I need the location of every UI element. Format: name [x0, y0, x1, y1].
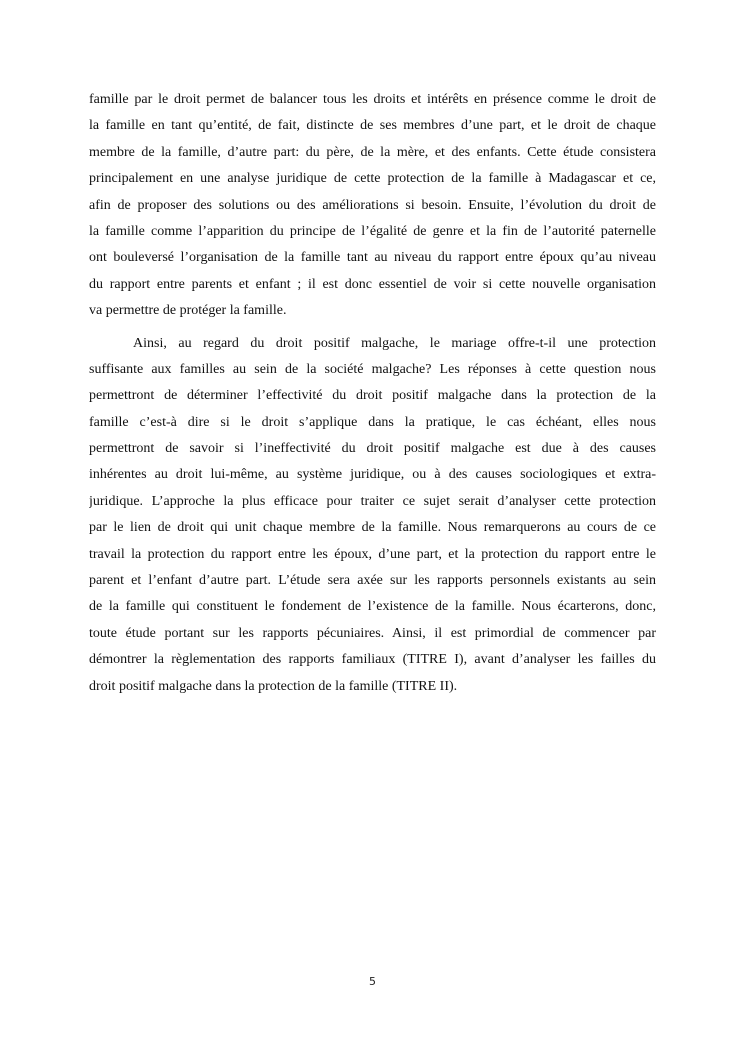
text-line: principalement en une analyse juridique de cette protection de la famille à Madagascar et ce,	[89, 171, 656, 187]
text-line: toute étude portant sur les rapports pécuniaires. Ainsi, il est primordial de commencer par	[89, 625, 656, 641]
text-line: ont bouleversé l’organisation de la famille tant au niveau du rapport entre époux qu’au niveau	[89, 250, 656, 266]
body-text	[89, 87, 656, 700]
text-line: va permettre de protéger la famille.	[89, 303, 287, 319]
paragraph-1	[89, 87, 656, 325]
text-line: la famille comme l’apparition du principe de l’égalité de genre et la fin de l’autorité paternelle	[89, 223, 656, 239]
text-line: permettront de savoir si l’ineffectivité du droit positif malgache est due à des causes	[89, 441, 656, 457]
text-line: famille c’est-à dire si le droit s’applique dans la pratique, le cas échéant, elles nous	[89, 414, 656, 430]
text-line: inhérentes au droit lui-même, au système juridique, ou à des causes sociologiques et extra-	[89, 467, 656, 483]
text-line: démontrer la règlementation des rapports familiaux (TITRE I), avant d’analyser les failles du	[89, 652, 656, 668]
text-line: de la famille qui constituent le fondement de l’existence de la famille. Nous écarterons, donc,	[89, 599, 656, 615]
text-line: par le lien de droit qui unit chaque membre de la famille. Nous remarquerons au cours de ce	[89, 520, 656, 536]
paragraph-2	[89, 331, 656, 700]
text-line: famille par le droit permet de balancer tous les droits et intérêts en présence comme le droit de	[89, 92, 656, 107]
text-line: afin de proposer des solutions ou des améliorations si besoin. Ensuite, l’évolution du droit de	[89, 197, 656, 213]
text-line: suffisante aux familles au sein de la société malgache? Les réponses à cette question nous	[89, 361, 656, 377]
text-line: Ainsi, au regard du droit positif malgache, le mariage offre-t-il une protection	[133, 335, 656, 351]
page-number: 5	[369, 975, 376, 988]
text-line: travail la protection du rapport entre les époux, d’une part, et la protection du rapport entre le	[89, 546, 656, 562]
text-line: permettront de déterminer l’effectivité du droit positif malgache dans la protection de la	[89, 388, 656, 404]
text-line: du rapport entre parents et enfant ; il est donc essentiel de voir si cette nouvelle organisation	[89, 276, 656, 292]
text-line: parent et l’enfant d’autre part. L’étude sera axée sur les rapports personnels existants au sein	[89, 573, 656, 589]
text-line: membre de la famille, d’autre part: du père, de la mère, et des enfants. Cette étude consistera	[89, 144, 656, 160]
text-line: droit positif malgache dans la protection de la famille (TITRE II).	[89, 678, 458, 694]
text-line: la famille en tant qu’entité, de fait, distincte de ses membres d’une part, et le droit de chaque	[89, 118, 656, 134]
text-line: juridique. L’approche la plus efficace pour traiter ce sujet serait d’analyser cette protection	[89, 493, 656, 509]
